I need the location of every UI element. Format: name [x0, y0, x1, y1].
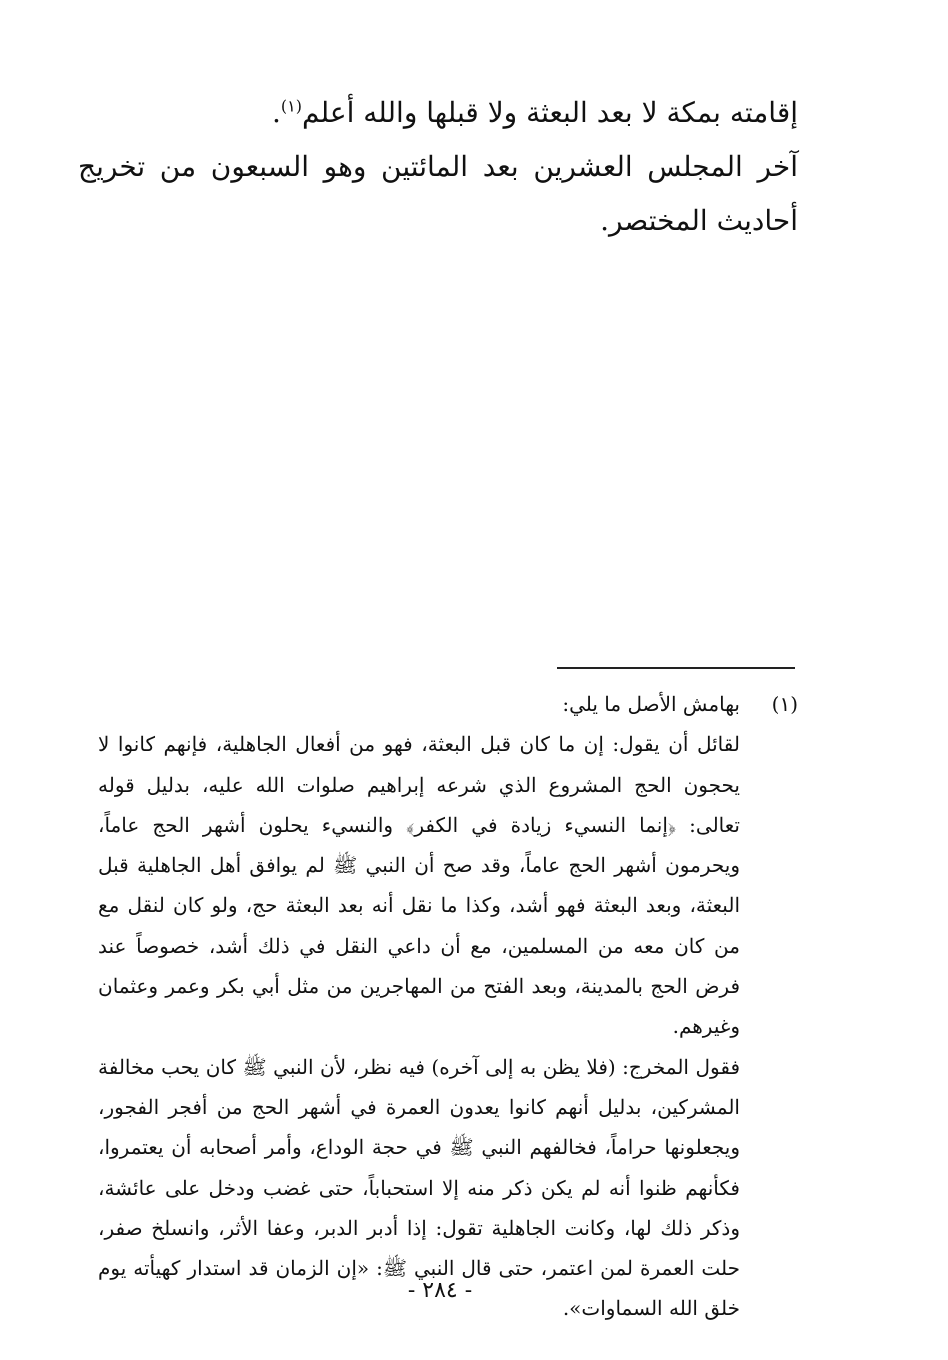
footnote-marker: (١)	[771, 692, 798, 716]
footnote-label: بهامش الأصل ما يلي:	[562, 692, 740, 716]
main-paragraph-1	[78, 86, 798, 140]
main-paragraph-1-text: إقامته بمكة لا بعد البعثة ولا قبلها والله أعلم	[301, 96, 798, 129]
page-number: - ٢٨٤ -	[407, 1278, 473, 1303]
footnote-separator	[557, 667, 795, 669]
footnote-paragraph-1: لقائل أن يقول: إن ما كان قبل البعثة، فهو من أفعال الجاهلية، فإنهم كانوا لا يحجون الحج المشروع الذي شرعه إبراهيم صلوات الله عليه، بدليل قوله تعالى: ﴿إنما النسيء زيادة في الكفر﴾ والنسيء يحلون أشهر الحج عاماً، ويحرمون أشهر الحج عاماً، وقد صح أن النبي ﷺ لم يوافق أهل الجاهلية قبل البعثة، وبعد البعثة فهو أشد، وكذا ما نقل أنه بعد البعثة حج، ولو كان لنقل مع من كان معه من المسلمين، مع أن داعي النقل في ذلك أشد، خصوصاً عند فرض الحج بالمدينة، وبعد الفتح من المهاجرين من مثل أبي بكر وعمر وعثمان وغيرهم.	[98, 732, 741, 1039]
main-text-block	[78, 86, 798, 248]
footnote-reference: (١)	[280, 96, 302, 116]
main-paragraph-1-end: .	[271, 96, 281, 129]
footnote-paragraph-2: فقول المخرج: (فلا يظن به إلى آخره) فيه نظر، لأن النبي ﷺ كان يحب مخالفة المشركين، بدليل أنهم كانوا يعدون العمرة في أشهر الحج من أفجر الفجور، ويجعلونها حراماً، فخالفهم النبي ﷺ في حجة الوداع، وأمر أصحابه أن يعتمروا، فكأنهم ظنوا أنه لم يكن ذكر منه إلا استحباباً، حتى غضب ودخل على عائشة، وذكر ذلك لها، وكانت الجاهلية تقول: إذا أدبر الدبر، وعفا الأثر، وانسلخ صفر، حلت العمرة لمن اعتمر، حتى قال النبي ﷺ: «إن الزمان قد استدار كهيأته يوم خلق الله السماوات».	[98, 1054, 740, 1321]
footnotes-block	[78, 684, 798, 1329]
main-paragraph-2: آخر المجلس العشرين بعد المائتين وهو السبعون من تخريج أحاديث المختصر.	[78, 150, 798, 237]
footnote-header	[78, 684, 798, 724]
